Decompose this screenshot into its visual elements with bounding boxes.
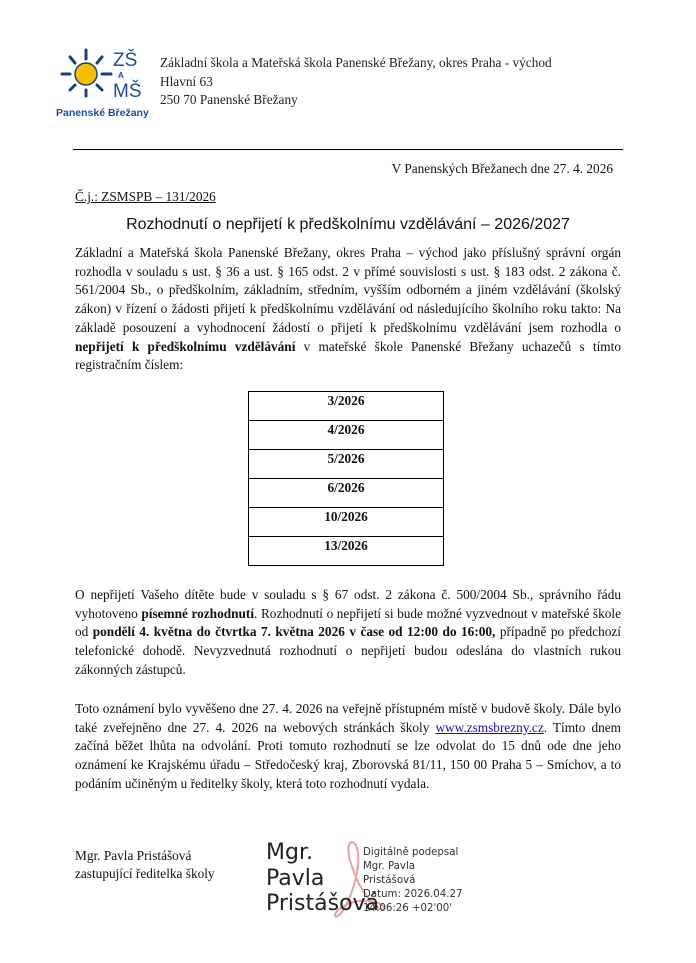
table-row <box>249 479 444 508</box>
appeal-paragraph: Toto oznámení bylo vyvěšeno dne 27. 4. 2026 na veřejně přístupném místě v budově školy. Dále bylo také zveřejněno dne 27. 4. 2026 na webových stránkách školy www.zsmsbrezny.cz. Tímto dnem začíná běžet lhůta na odvolání. Proti tomuto rozhodnutí se lze odvolat do 15 dnů ode dne jeho oznámení ke Krajskému úřadu – Středočeský kraj, Zborovská 81/11, 150 00 Praha 5 – Smíchov, a to podáním učiněným u ředitelky školy, která toto rozhodnutí vydala. <box>75 701 621 791</box>
registration-number: 3/2026 <box>249 392 444 421</box>
school-address <box>160 54 552 110</box>
table-row <box>249 508 444 537</box>
table-row <box>249 421 444 450</box>
svg-text:Panenské Břežany: Panenské Břežany <box>56 107 149 119</box>
signatory <box>75 847 215 882</box>
address-line: 250 70 Panenské Břežany <box>160 92 298 107</box>
school-logo <box>56 44 156 120</box>
registration-number: 4/2026 <box>249 421 444 450</box>
pickup-dates: pondělí 4. května do čtvrtka 7. května 2026 v čase od 12:00 do 16:00, <box>92 624 496 640</box>
signatory-role: zastupující ředitelka školy <box>75 865 215 881</box>
registration-number: 13/2026 <box>249 537 444 566</box>
address-line: Hlavní 63 <box>160 73 213 89</box>
registration-number: 10/2026 <box>249 508 444 537</box>
registration-number: 6/2026 <box>249 479 444 508</box>
table-row <box>249 537 444 566</box>
decision-emphasis: nepřijetí k předškolnímu vzdělávání <box>75 338 296 354</box>
digital-signature-details: Digitálně podepsal Mgr. Pavla Pristášová Datum: 2026.04.27 14:06:26 +02'00' <box>363 847 463 914</box>
pickup-paragraph: O nepřijetí Vašeho dítěte bude v souladu s § 67 odst. 2 zákona č. 500/2004 Sb., správního řádu vyhotoveno písemné rozhodnutí. Rozhodnutí o nepřijetí si bude možné vyzvednout v mateřské škole od pondělí 4. května do čtvrtka 7. května 2026 v čase od 12:00 do 16:00, případně po předchozí telefonické dohodě. Nevyzvednutá rozhodnutí o nepřijetí budou odeslána do vlastních rukou zákonných zástupců. <box>75 587 621 677</box>
table-row <box>249 392 444 421</box>
reference-number: Č.j.: ZSMSPB – 131/2026 <box>75 189 216 204</box>
svg-text:MŠ: MŠ <box>113 81 142 102</box>
registration-table <box>248 391 444 566</box>
place-date: V Panenských Břežanech dne 27. 4. 2026 <box>391 161 613 176</box>
decision-paragraph: Základní a Mateřská škola Panenské Břežany, okres Praha – východ jako příslušný správní orgán rozhodla v souladu s ust. § 36 a ust. § 165 odst. 2 v přímé souvislosti s ust. § 183 odst. 2 zákona č. 561/2004 Sb., o předškolním, základním, středním, vyšším odborném a jiném vzdělávání (školský zákon) v řízení o žádosti přijetí k předškolnímu vzdělávání od následujícího školního roku takto: Na základě posouzení a vyhodnocení žádostí o přijetí k předškolnímu vzdělávání jsem rozhodla o nepřijetí k předškolnímu vzdělávání v mateřské škole Panenské Břežany uchazečů s tímto registračním číslem: <box>75 245 621 373</box>
table-row <box>249 450 444 479</box>
header-divider <box>73 149 623 150</box>
signatory-name: Mgr. Pavla Pristášová <box>75 848 192 863</box>
sun-icon <box>56 44 156 120</box>
document-title: Rozhodnutí o nepřijetí k předškolnímu vzdělávání – 2026/2027 <box>126 216 570 233</box>
svg-text:A: A <box>118 71 124 80</box>
address-line: Základní škola a Mateřská škola Panenské Břežany, okres Praha - východ <box>160 55 552 70</box>
registration-number: 5/2026 <box>249 450 444 479</box>
school-website-link[interactable]: www.zsmsbrezny.cz <box>435 719 544 735</box>
svg-text:ZŠ: ZŠ <box>113 50 138 71</box>
digital-signature-name: Mgr. Pavla Pristášová <box>266 840 380 916</box>
